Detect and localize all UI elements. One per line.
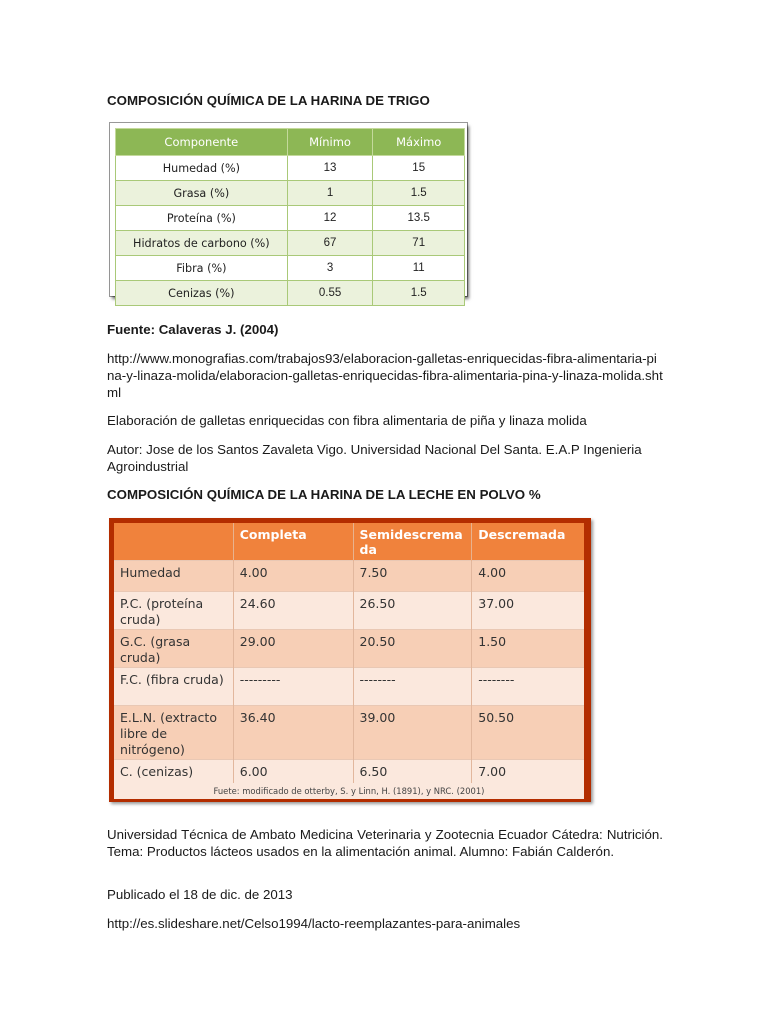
table-header: Completa bbox=[233, 523, 353, 561]
table-cell: Humedad bbox=[114, 561, 233, 592]
table-cell: 67 bbox=[287, 231, 373, 256]
section2-title: COMPOSICIÓN QUÍMICA DE LA HARINA DE LA LECHE EN POLVO % bbox=[107, 487, 541, 502]
table-cell: 1.5 bbox=[373, 181, 465, 206]
table-footnote: Fuete: modificado de otterby, S. y Linn, H. (1891), y NRC. (2001) bbox=[114, 783, 584, 799]
table-cell: 12 bbox=[287, 206, 373, 231]
table-cell: 71 bbox=[373, 231, 465, 256]
table-cell: 24.60 bbox=[233, 592, 353, 630]
table-row bbox=[116, 281, 465, 306]
table-row bbox=[116, 181, 465, 206]
table-cell: 13.5 bbox=[373, 206, 465, 231]
author-text: Autor: Jose de los Santos Zavaleta Vigo. Universidad Nacional Del Santa. E.A.P Ingenieria Agroindustrial bbox=[107, 442, 642, 474]
table-header: Máximo bbox=[373, 129, 465, 156]
slideshare-url-link[interactable]: http://es.slideshare.net/Celso1994/lacto-reemplazantes-para-animales bbox=[107, 916, 521, 931]
table-cell: 36.40 bbox=[233, 706, 353, 760]
table-row bbox=[116, 256, 465, 281]
table-cell: 4.00 bbox=[233, 561, 353, 592]
table-row bbox=[116, 231, 465, 256]
table-cell: Fibra (%) bbox=[116, 256, 288, 281]
milk-powder-table bbox=[109, 518, 591, 802]
table-cell: G.C. (grasa cruda) bbox=[114, 630, 233, 668]
table-cell: -------- bbox=[353, 668, 472, 706]
table-cell: Proteína (%) bbox=[116, 206, 288, 231]
table-cell: 50.50 bbox=[472, 706, 584, 760]
table-row bbox=[114, 706, 584, 760]
table-header: Mínimo bbox=[287, 129, 373, 156]
source-url-link[interactable]: http://www.monografias.com/trabajos93/elaboracion-galletas-enriquecidas-fibra-alimentaria-pina-y-linaza-molida/elaboracion-galletas-enriquecidas-fibra-alimentaria-pina-y-linaza-molida.shtml bbox=[107, 351, 663, 400]
table-cell: 1.5 bbox=[373, 281, 465, 306]
table-header: Semidescremada bbox=[353, 523, 472, 561]
citation-text: Universidad Técnica de Ambato Medicina Veterinaria y Zootecnia Ecuador Cátedra: Nutrición. Tema: Productos lácteos usados en la alimentación animal. Alumno: Fabián Calderón. bbox=[107, 827, 663, 859]
table-row bbox=[114, 668, 584, 706]
table-cell: 7.50 bbox=[353, 561, 472, 592]
table-cell: Hidratos de carbono (%) bbox=[116, 231, 288, 256]
section1-title: COMPOSICIÓN QUÍMICA DE LA HARINA DE TRIGO bbox=[107, 93, 430, 108]
table-cell: Cenizas (%) bbox=[116, 281, 288, 306]
table-cell: 13 bbox=[287, 156, 373, 181]
table-cell: 7.00 bbox=[472, 760, 584, 799]
table-cell: 20.50 bbox=[353, 630, 472, 668]
table-cell: 1 bbox=[287, 181, 373, 206]
table-cell: 6.50 bbox=[353, 760, 472, 799]
table-cell: 37.00 bbox=[472, 592, 584, 630]
table-cell: 4.00 bbox=[472, 561, 584, 592]
work-title: Elaboración de galletas enriquecidas con fibra alimentaria de piña y linaza molida bbox=[107, 413, 587, 428]
table-cell: 26.50 bbox=[353, 592, 472, 630]
table-cell: 6.00 bbox=[233, 760, 353, 799]
table-row bbox=[114, 561, 584, 592]
table-cell: Humedad (%) bbox=[116, 156, 288, 181]
wheat-flour-table bbox=[110, 123, 467, 300]
table-cell: -------- bbox=[472, 668, 584, 706]
source-label: Fuente: Calaveras J. (2004) bbox=[107, 322, 279, 337]
table-cell: --------- bbox=[233, 668, 353, 706]
table-cell: 29.00 bbox=[233, 630, 353, 668]
published-date: Publicado el 18 de dic. de 2013 bbox=[107, 887, 293, 902]
table-cell: C. (cenizas) bbox=[114, 760, 233, 799]
table-cell: 39.00 bbox=[353, 706, 472, 760]
table-cell: 0.55 bbox=[287, 281, 373, 306]
table-cell: E.L.N. (extracto libre de nitrógeno) bbox=[114, 706, 233, 760]
table-cell: P.C. (proteína cruda) bbox=[114, 592, 233, 630]
table-cell: F.C. (fibra cruda) bbox=[114, 668, 233, 706]
table-cell: Grasa (%) bbox=[116, 181, 288, 206]
table-header: Componente bbox=[116, 129, 288, 156]
table-cell: 3 bbox=[287, 256, 373, 281]
table-row bbox=[114, 630, 584, 668]
table-header bbox=[114, 523, 233, 561]
table-cell: 11 bbox=[373, 256, 465, 281]
table-cell: 15 bbox=[373, 156, 465, 181]
table-row bbox=[114, 592, 584, 630]
table-row bbox=[116, 156, 465, 181]
table-cell: 1.50 bbox=[472, 630, 584, 668]
table-header: Descremada bbox=[472, 523, 584, 561]
table-row bbox=[116, 206, 465, 231]
